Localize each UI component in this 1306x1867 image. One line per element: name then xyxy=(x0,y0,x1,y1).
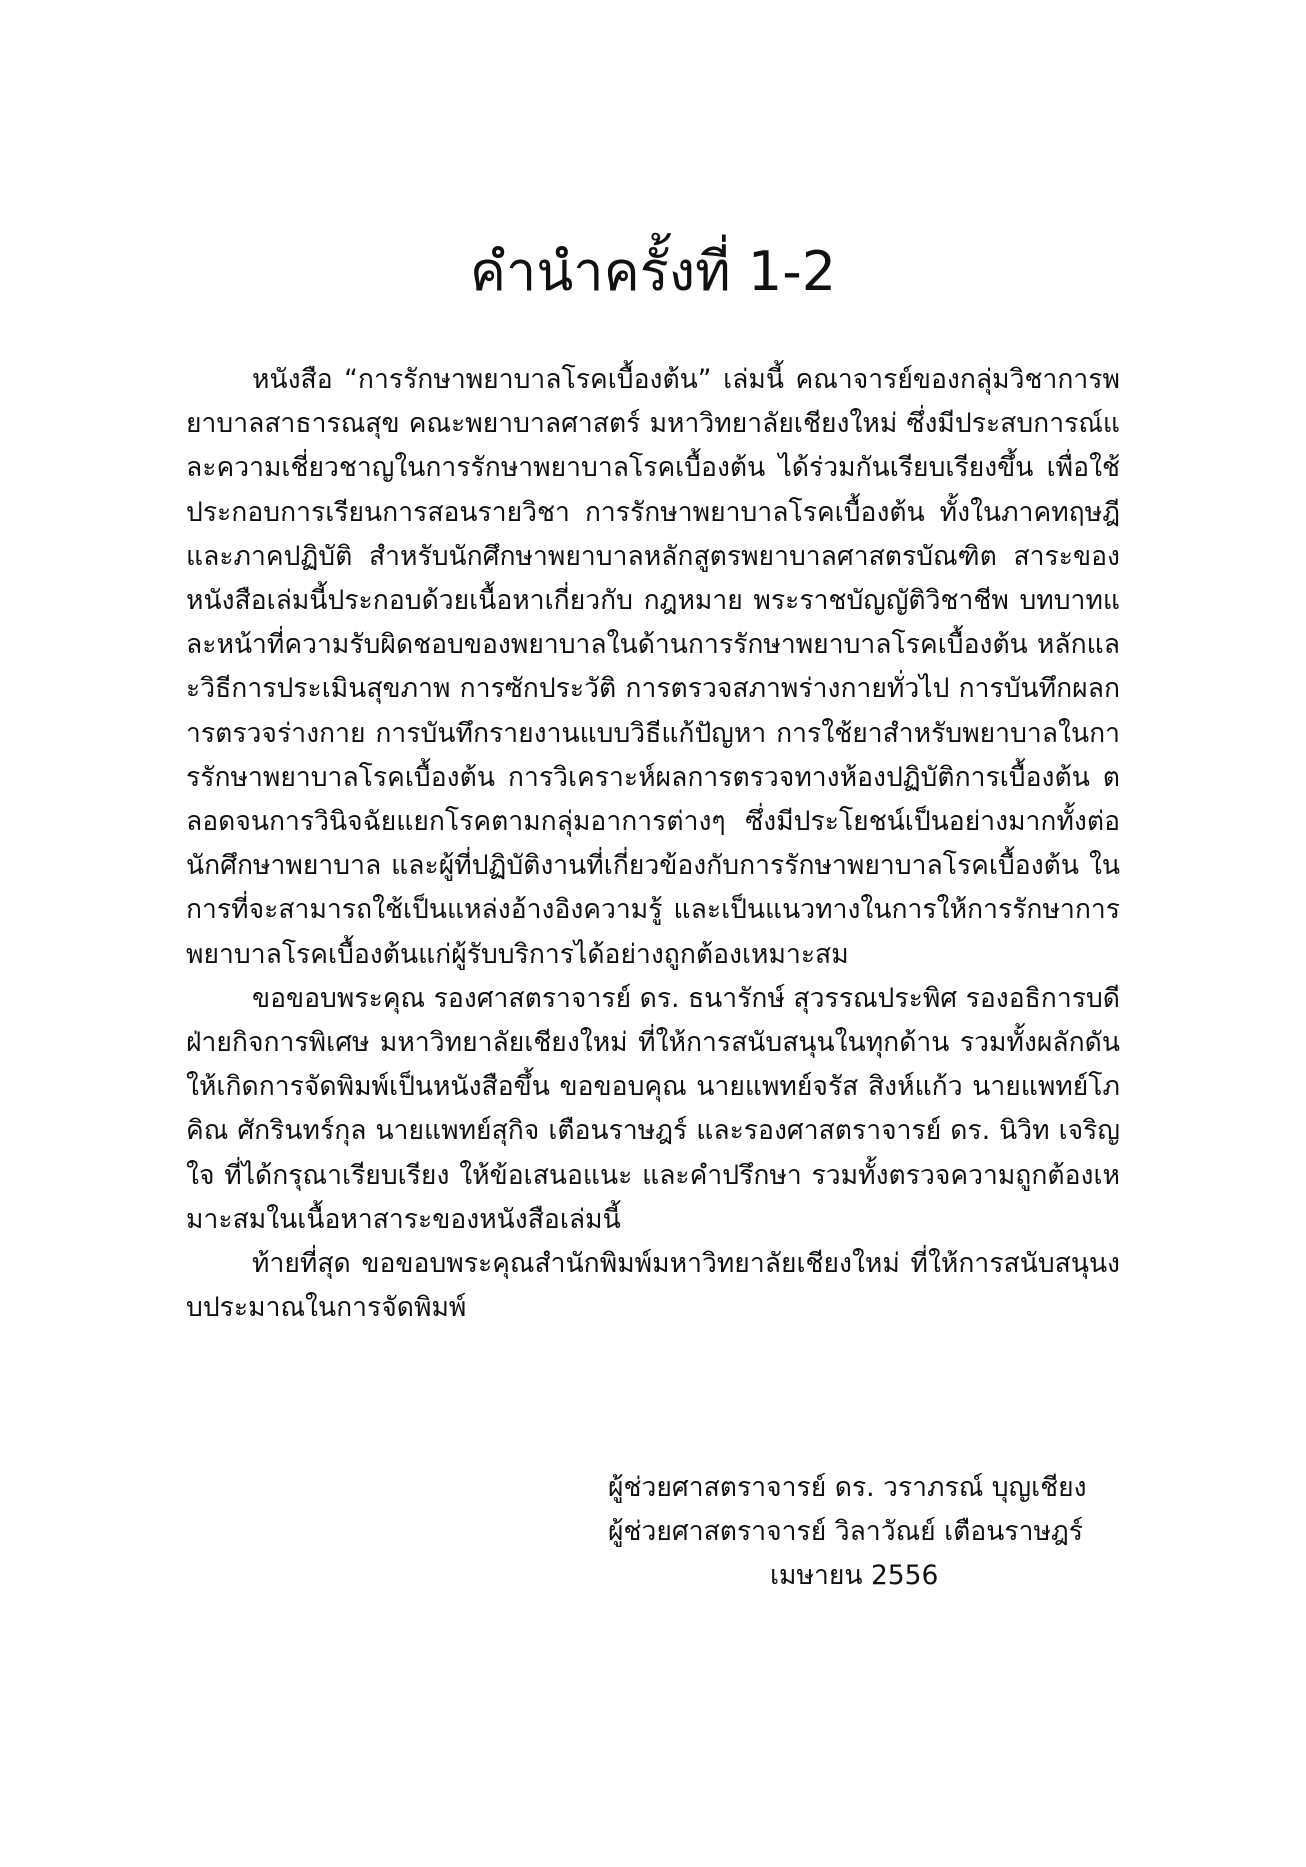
signature-block xyxy=(608,1466,1128,1598)
paragraph-closing: ท้ายที่สุด ขอขอบพระคุณสำนักพิมพ์มหาวิทยาลัยเชียงใหม่ ที่ให้การสนับสนุนงบประมาณในการจัดพิมพ์ xyxy=(186,1248,1120,1324)
paragraph-intro: หนังสือ “การรักษาพยาบาลโรคเบื้องต้น” เล่มนี้ คณาจารย์ของกลุ่มวิชาการพยาบาลสาธารณสุข คณะพยาบาลศาสตร์ มหาวิทยาลัยเชียงใหม่ ซึ่งมีประสบการณ์และความเชี่ยวชาญในการรักษาพยาบาลโรคเบื้องต้น ได้ร่วมกันเรียบเรียงขึ้น เพื่อใช้ประกอบการเรียนการสอนรายวิชา การรักษาพยาบาลโรคเบื้องต้น ทั้งในภาคทฤษฎีและภาคปฏิบัติ สำหรับนักศึกษาพยาบาลหลักสูตรพยาบาลศาสตรบัณฑิต สาระของหนังสือเล่มนี้ประกอบด้วยเนื้อหาเกี่ยวกับ กฎหมาย พระราชบัญญัติวิชาชีพ บทบาทและหน้าที่ความรับผิดชอบของพยาบาลในด้านการรักษาพยาบาลโรคเบื้องต้น หลักและวิธีการประเมินสุขภาพ การซักประวัติ การตรวจสภาพร่างกายทั่วไป การบันทึกผลการตรวจร่างกาย การบันทึกรายงานแบบวิธีแก้ปัญหา การใช้ยาสำหรับพยาบาลในการรักษาพยาบาลโรคเบื้องต้น การวิเคราะห์ผลการตรวจทางห้องปฏิบัติการเบื้องต้น ตลอดจนการวินิจฉัยแยกโรคตามกลุ่มอาการต่างๆ ซึ่งมีประโยชน์เป็นอย่างมากทั้งต่อนักศึกษาพยาบาล และผู้ที่ปฏิบัติงานที่เกี่ยวข้องกับการรักษาพยาบาลโรคเบื้องต้น ในการที่จะสามารถใช้เป็นแหล่งอ้างอิงความรู้ และเป็นแนวทางในการให้การรักษาการพยาบาลโรคเบื้องต้นแก่ผู้รับบริการได้อย่างถูกต้องเหมาะสม xyxy=(186,364,1120,970)
author-name-2: ผู้ช่วยศาสตราจารย์ วิลาวัณย์ เตือนราษฎร์ xyxy=(608,1516,1084,1547)
page-title: คำนำครั้งที่ 1-2 xyxy=(469,240,837,303)
preface-body xyxy=(186,358,1120,1330)
signature-date: เมษายน 2556 xyxy=(770,1560,939,1591)
paragraph-acknowledgement: ขอขอบพระคุณ รองศาสตราจารย์ ดร. ธนารักษ์ สุวรรณประพิศ รองอธิการบดีฝ่ายกิจการพิเศษ มหาวิทยาลัยเชียงใหม่ ที่ให้การสนับสนุนในทุกด้าน รวมทั้งผลักดันให้เกิดการจัดพิมพ์เป็นหนังสือขึ้น ขอขอบคุณ นายแพทย์จรัส สิงห์แก้ว นายแพทย์โภคิณ ศักรินทร์กุล นายแพทย์สุกิจ เตือนราษฎร์ และรองศาสตราจารย์ ดร. นิวิท เจริญใจ ที่ได้กรุณาเรียบเรียง ให้ข้อเสนอแนะ และคำปรึกษา รวมทั้งตรวจความถูกต้องเหมาะสมในเนื้อหาสาระของหนังสือเล่มนี้ xyxy=(186,982,1120,1235)
author-name-1: ผู้ช่วยศาสตราจารย์ ดร. วราภรณ์ บุญเชียง xyxy=(608,1472,1087,1503)
